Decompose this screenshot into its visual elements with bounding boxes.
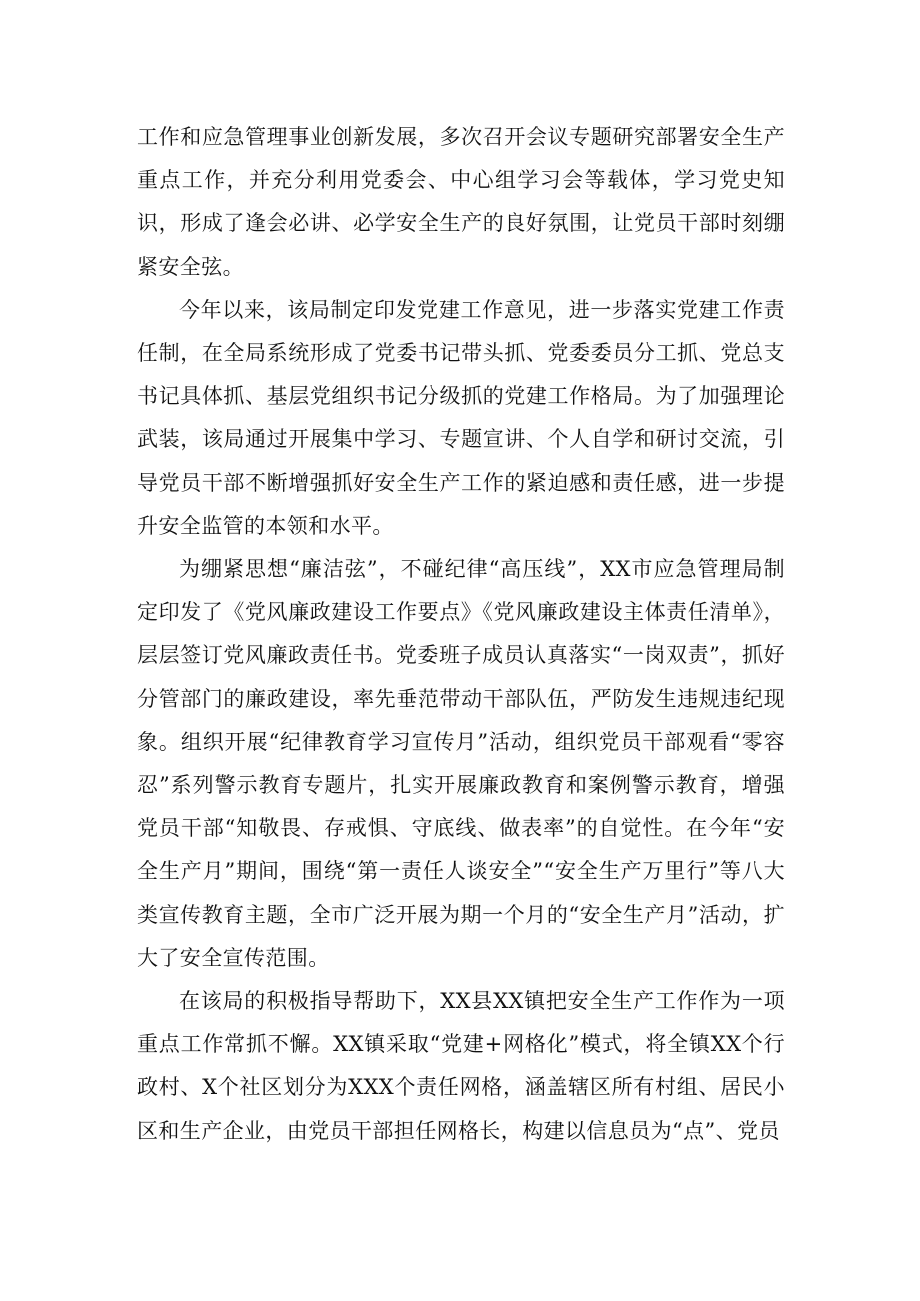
document-body xyxy=(137,116,785,1153)
paragraph-party-building: 今年以来，该局制定印发党建工作意见，进一步落实党建工作责任制，在全局系统形成了党委书记带头抓、党委委员分工抓、党总支书记具体抓、基层党组织书记分级抓的党建工作格局。为了加强理论武装，该局通过开展集中学习、专题宣讲、个人自学和研讨交流，引导党员干部不断增强抓好安全生产工作的紧迫感和责任感，进一步提升安全监管的本领和水平。 xyxy=(137,297,785,538)
paragraph-integrity: 为绷紧思想“廉洁弦”，不碰纪律“高压线”，XX市应急管理局制定印发了《党风廉政建设工作要点》《党风廉政建设主体责任清单》，层层签订党风廉政责任书。党委班子成员认真落实“一岗双责”，抓好分管部门的廉政建设，率先垂范带动干部队伍，严防发生违规违纪现象。组织开展“纪律教育学习宣传月”活动，组织党员干部观看“零容忍”系列警示教育专题片，扎实开展廉政教育和案例警示教育，增强党员干部“知敬畏、存戒惧、守底线、做表率”的自觉性。在今年“安全生产月”期间，围绕“第一责任人谈安全”“安全生产万里行”等八大类宣传教育主题，全市广泛开展为期一个月的“安全生产月”活动，扩大了安全宣传范围。 xyxy=(137,557,785,970)
paragraph-town-grid: 在该局的积极指导帮助下，XX县XX镇把安全生产工作作为一项重点工作常抓不懈。XX镇采取“党建+网格化”模式，将全镇XX个行政村、X个社区划分为XXX个责任网格，涵盖辖区所有村组、居民小区和生产企业，由党员干部担任网格长，构建以信息员为“点”、党员 xyxy=(137,989,785,1143)
paragraph-continued: 工作和应急管理事业创新发展，多次召开会议专题研究部署安全生产重点工作，并充分利用党委会、中心组学习会等载体，学习党史知识，形成了逢会必讲、必学安全生产的良好氛围，让党员干部时刻绷紧安全弦。 xyxy=(137,125,785,279)
